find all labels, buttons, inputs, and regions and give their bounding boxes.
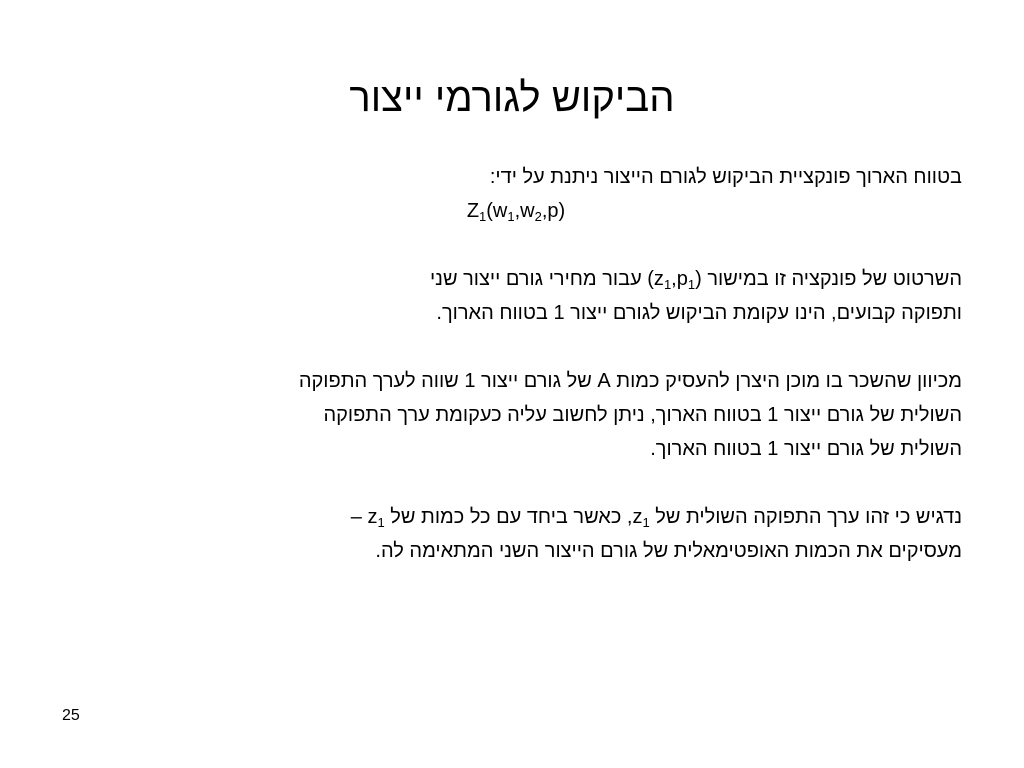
formula-sub: 1 (377, 515, 385, 530)
formula-sub: 1 (507, 209, 515, 224)
formula-sub: 1 (479, 209, 487, 224)
formula-sub: 1 (642, 515, 650, 530)
paragraph-wage-line-2: השולית של גורם ייצור 1 בטווח הארוך, ניתן לחשוב עליה כעקומת ערך התפוקה (323, 404, 962, 426)
spacer (70, 330, 962, 364)
paragraph-wage-line-3: השולית של גורם ייצור 1 בטווח הארוך. (650, 438, 962, 460)
paragraph-wage-line-1: מכיוון שהשכר בו מוכן היצרן להעסיק כמות A של גורם ייצור 1 שווה לערך התפוקה (298, 370, 962, 392)
paragraph-plot-line-1 (70, 262, 962, 296)
formula-part: ,p (671, 268, 688, 290)
demand-function-formula (70, 194, 962, 228)
formula-z: Z (466, 200, 480, 222)
z1-notation (367, 500, 384, 534)
text-run: , כאשר ביחד עם כל כמות של (384, 506, 633, 528)
formula-part: z (632, 506, 643, 528)
formula-sub: 1 (663, 277, 672, 292)
text-run: נדגיש כי זהו ערך התפוקה השולית של (649, 506, 962, 528)
paragraph-intro: בטווח הארוך פונקציית הביקוש לגורם הייצור ניתנת על ידי: (489, 166, 962, 188)
slide-body (70, 160, 962, 568)
paragraph-emphasis-line-2: מעסיקים את הכמות האופטימאלית של גורם הייצור השני המתאימה לה. (375, 540, 962, 562)
page-number: 25 (62, 707, 80, 724)
formula-part: (z (647, 268, 664, 290)
formula-part: ,w (514, 200, 535, 222)
formula-part: ) (695, 268, 702, 290)
formula-part: z (367, 506, 378, 528)
z1-notation (632, 500, 649, 534)
text-run: השרטוט של פונקציה זו במישור (701, 268, 962, 290)
paragraph-emphasis-line-1 (70, 500, 962, 534)
formula-sub: 1 (687, 277, 696, 292)
spacer (70, 466, 962, 500)
formula-part: (w (486, 200, 508, 222)
text-run: – (350, 506, 368, 528)
plane-notation (647, 262, 702, 296)
slide-title: הביקוש לגורמי ייצור (349, 76, 675, 120)
formula-sub: 2 (534, 209, 542, 224)
text-run: עבור מחירי גורם ייצור שני (429, 268, 648, 290)
paragraph-plot-line-2: ותפוקה קבועים, הינו עקומת הביקוש לגורם ייצור 1 בטווח הארוך. (436, 302, 962, 324)
formula-part: ,p) (541, 200, 566, 222)
spacer (70, 228, 962, 262)
